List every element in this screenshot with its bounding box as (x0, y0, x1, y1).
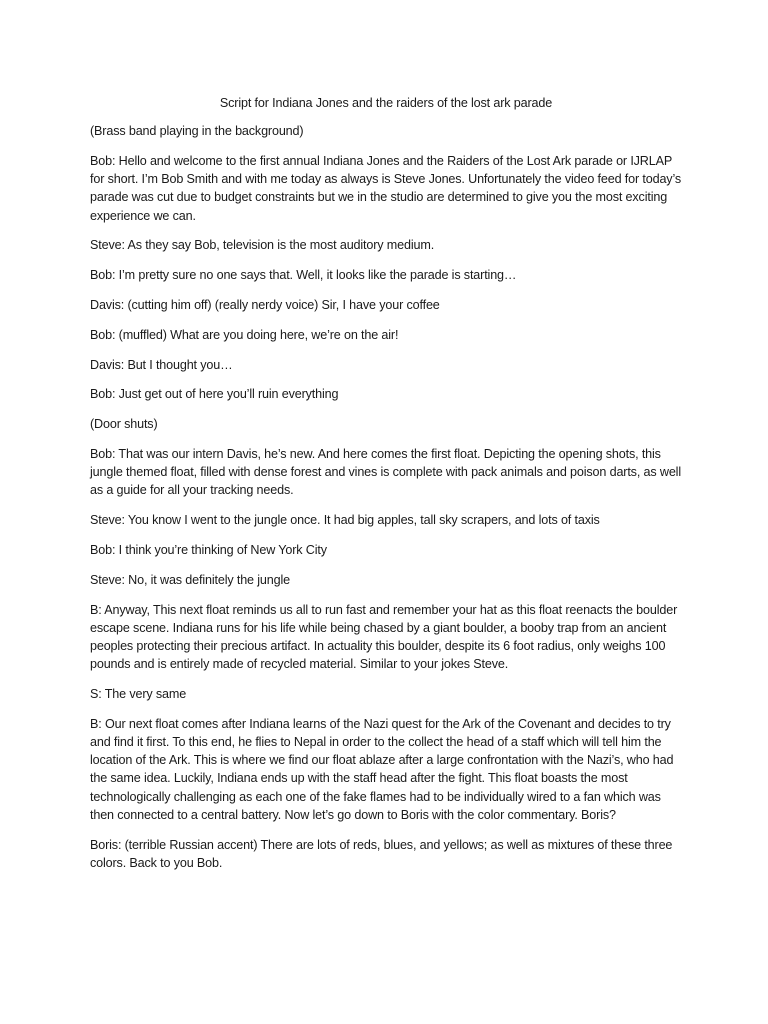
paragraph-boris: Boris: (terrible Russian accent) There are lots of reds, blues, and yellows; as well as mixtures of these three colors. Back to you Bob. (90, 837, 673, 870)
paragraph-steve: S: The very same (90, 686, 187, 701)
script-body (90, 94, 682, 884)
paragraph-davis: Davis: (cutting him off) (really nerdy voice) Sir, I have your coffee (90, 298, 440, 312)
paragraph-bob-nepal-float: B: Our next float comes after Indiana learns of the Nazi quest for the Ark of the Covenant and decides to try and find it first. To this end, he flies to Nepal in order to the collect the head of a staff which will tell him the location of the Ark. This is where we find our float ablaze after a large confrontation with the Nazi’s, who had the same idea. Luckily, Indiana ends up with the staff head after the fight. This float boasts the most technologically challenging as each one of the fake flames had to be individually wired to a fan which was then connected to a central battery. Now let’s go down to Boris with the color commentary. Boris? (90, 716, 674, 822)
paragraph-bob: Bob: (muffled) What are you doing here, we’re on the air! (90, 327, 399, 342)
paragraph-bob: Bob: I think you’re thinking of New York City (90, 542, 327, 557)
paragraph-steve: Steve: No, it was definitely the jungle (90, 572, 290, 587)
paragraph-bob: Bob: Just get out of here you’ll ruin everything (90, 387, 339, 402)
paragraph-steve: Steve: As they say Bob, television is the most auditory medium. (90, 238, 435, 253)
paragraph-stage-direction: (Brass band playing in the background) (90, 124, 304, 139)
paragraph-stage-direction: (Door shuts) (90, 417, 158, 432)
paragraph-davis: Davis: But I thought you… (90, 357, 233, 372)
document-title: Script for Indiana Jones and the raiders of the lost ark parade (219, 96, 553, 110)
paragraph-bob-intro: Bob: Hello and welcome to the first annual Indiana Jones and the Raiders of the Lost Ark parade or IJRLAP for short. I’m Bob Smith and with me today as always is Steve Jones. Unfortunately the video feed for today’s parade was cut due to budget constraints but we in the studio are determined to give you the most exciting experience we can. (90, 154, 682, 223)
paragraph-bob: Bob: I’m pretty sure no one says that. Well, it looks like the parade is starting… (90, 268, 517, 283)
paragraph-bob-first-float: Bob: That was our intern Davis, he’s new. And here comes the first float. Depicting the opening shots, this jungle themed float, filled with dense forest and vines is complete with pack animals and poison darts, as well as a guide for all your tracking needs. (90, 446, 681, 498)
paragraph-steve: Steve: You know I went to the jungle once. It had big apples, tall sky scrapers, and lots of taxis (90, 513, 600, 528)
paragraph-bob-boulder-float: B: Anyway, This next float reminds us all to run fast and remember your hat as this float reenacts the boulder escape scene. Indiana runs for his life while being chased by a giant boulder, a booby trap from an ancient peoples protecting their precious artifact. In actuality this boulder, despite its 6 foot radius, only weighs 100 pounds and is entirely made of recycled material. Similar to your jokes Steve. (90, 602, 678, 672)
